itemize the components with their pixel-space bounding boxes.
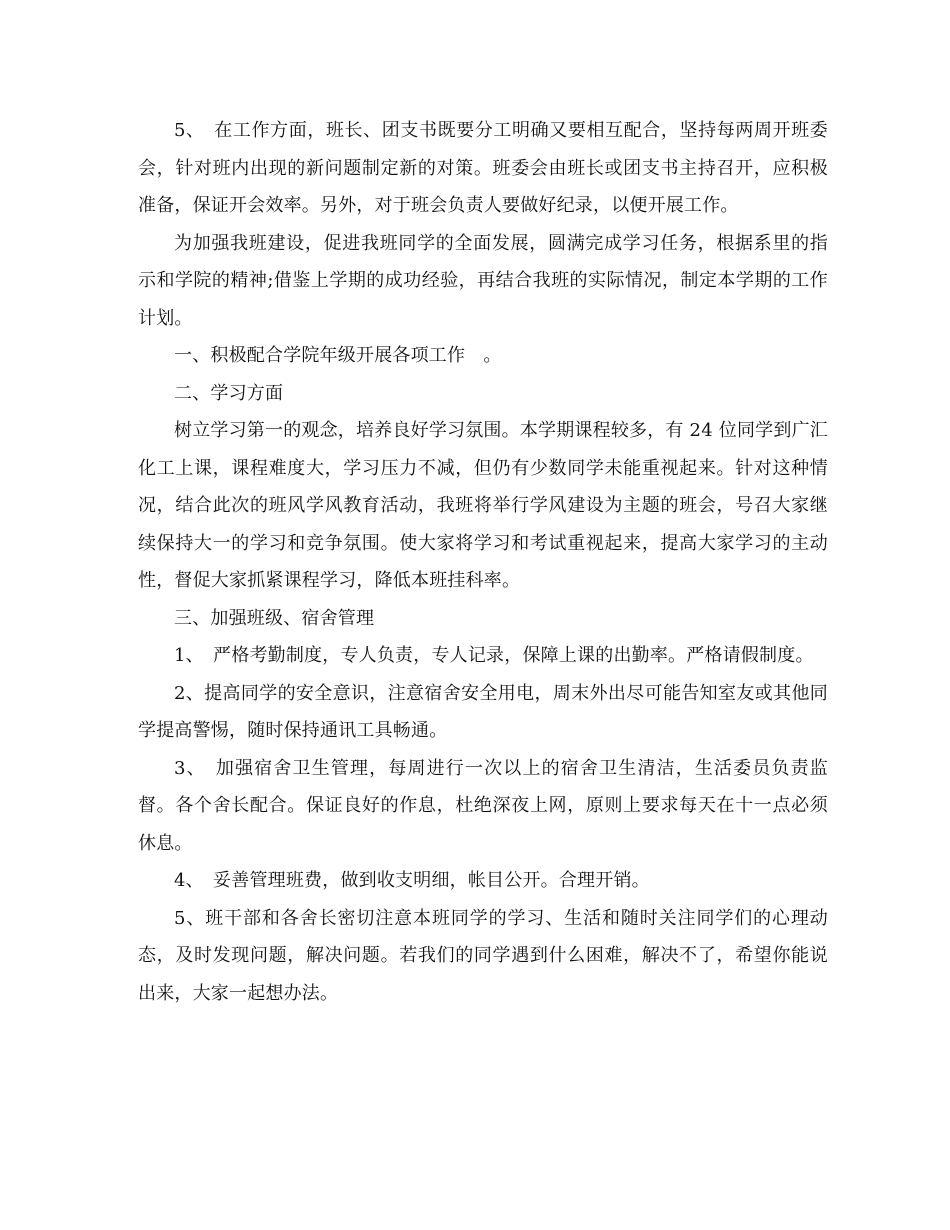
heading-section-one: 一、积极配合学院年级开展各项工作 。 <box>174 345 502 366</box>
heading-section-two: 二、学习方面 <box>174 382 284 404</box>
paragraph-intro: 为加强我班建设，促进我班同学的全面发展，圆满完成学习任务，根据系里的指示和学院的精神;借鉴上学期的成功经验，再结合我班的实际情况，制定本学期的工作计划。 <box>138 232 828 329</box>
paragraph-item-3: 3、 加强宿舍卫生管理，每周进行一次以上的宿舍卫生清洁，生活委员负责监督。各个舍长配合。保证良好的作息，杜绝深夜上网，原则上要求每天在十一点必须休息。 <box>138 757 828 854</box>
paragraph-work-coordination: 5、 在工作方面，班长、团支书既要分工明确又要相互配合，坚持每两周开班委会，针对班内出现的新问题制定新的对策。班委会由班长或团支书主持召开，应积极准备，保证开会效率。另外，对于班会负责人要做好纪录，以便开展工作。 <box>138 120 828 216</box>
paragraph-item-2: 2、提高同学的安全意识，注意宿舍安全用电，周末外出尽可能告知室友或其他同学提高警惕，随时保持通讯工具畅通。 <box>138 682 828 741</box>
paragraph-item-5: 5、班干部和各舍长密切注意本班同学的学习、生活和随时关注同学们的心理动态，及时发现问题，解决问题。若我们的同学遇到什么困难，解决不了，希望你能说出来，大家一起想办法。 <box>138 907 828 1004</box>
paragraph-item-1: 1、 严格考勤制度，专人负责，专人记录，保障上课的出勤率。严格请假制度。 <box>174 645 814 666</box>
heading-section-three: 三、加强班级、宿舍管理 <box>174 607 375 629</box>
document-body <box>138 112 828 1012</box>
paragraph-study: 树立学习第一的观念，培养良好学习氛围。本学期课程较多，有 24 位同学到广汇化工上课，课程难度大，学习压力不减，但仍有少数同学未能重视起来。针对这种情况，结合此次的班风学风教育活动，我班将举行学风建设为主题的班会，号召大家继续保持大一的学习和竞争氛围。使大家将学习和考试重视起来，提高大家学习的主动性，督促大家抓紧课程学习，降低本班挂科率。 <box>138 420 828 591</box>
paragraph-item-4: 4、 妥善管理班费，做到收支明细，帐目公开。合理开销。 <box>174 870 650 891</box>
